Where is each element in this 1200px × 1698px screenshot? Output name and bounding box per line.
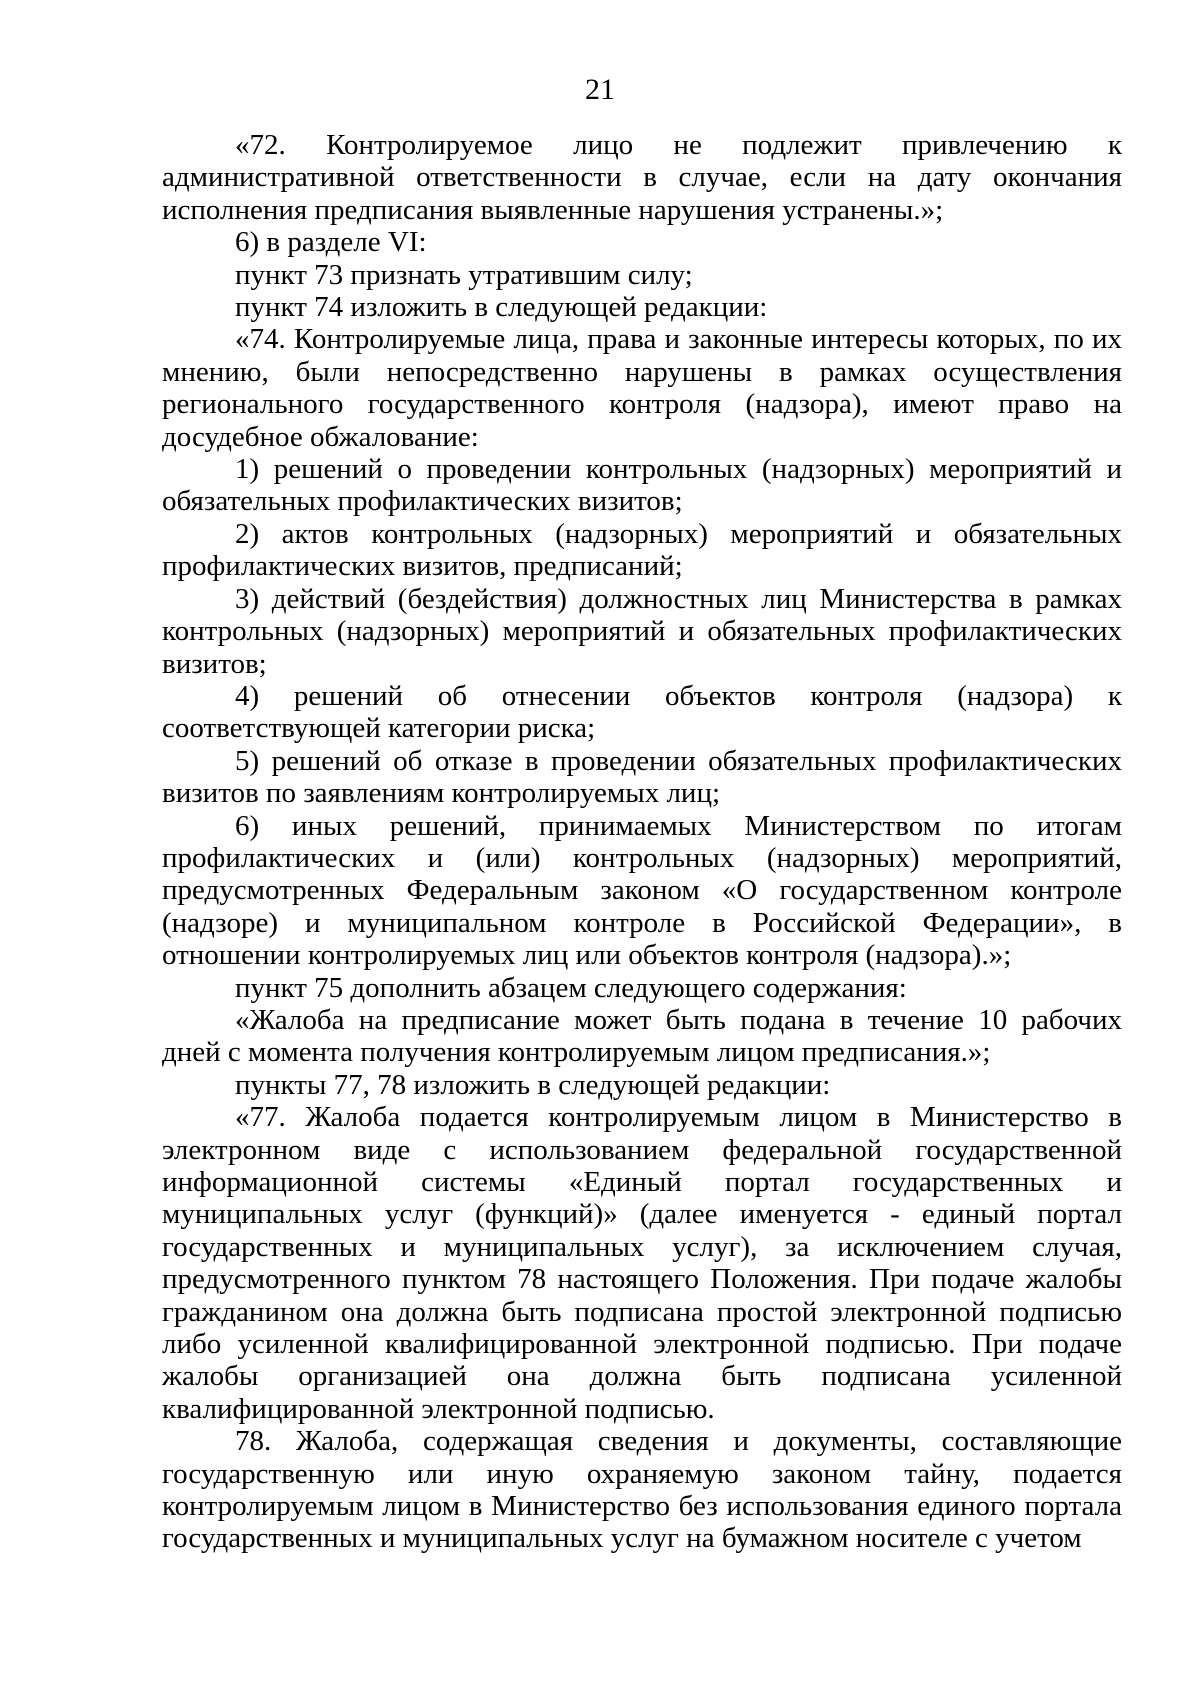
document-body (162, 129, 1122, 1555)
paragraph-item-75-intro: пункт 75 дополнить абзацем следующего содержания: (235, 971, 907, 1004)
paragraph-item-74-intro: пункт 74 изложить в следующей редакции: (235, 291, 768, 324)
paragraph-item-73: пункт 73 признать утратившим силу; (235, 258, 693, 291)
paragraph-77: «77. Жалоба подается контролируемым лицом в Министерство в электронном виде с использованием федеральной государственной информационной системы «Единый портал государственных и муниципальных услуг (функций)» (далее именуется - единый портал государственных и муниципальных услуг), за исключением случая, предусмотренного пунктом 78 настоящего Положения. При подаче жалобы гражданином она должна быть подписана простой электронной подписью либо усиленной квалифицированной электронной подписью. При подаче жалобы организацией она должна быть подписана усиленной квалифицированной электронной подписью. (162, 1101, 1122, 1425)
paragraph-72: «72. Контролируемое лицо не подлежит привлечению к административной ответственности в случае, если на дату окончания исполнения предписания выявленные нарушения устранены.»; (162, 129, 1122, 226)
paragraph-78: 78. Жалоба, содержащая сведения и документы, составляющие государственную или иную охраняемую законом тайну, подается контролируемым лицом в Министерство без использования единого портала государственных и муниципальных услуг на бумажном носителе с учетом (162, 1425, 1122, 1555)
paragraph-items-77-78-intro: пункты 77, 78 изложить в следующей редакции: (235, 1068, 831, 1101)
page-number: 21 (585, 73, 615, 106)
list-item-2: 2) актов контрольных (надзорных) мероприятий и обязательных профилактических визитов, предписаний; (162, 517, 1122, 583)
paragraph-section-6: 6) в разделе VI: (235, 226, 427, 259)
list-item-1: 1) решений о проведении контрольных (надзорных) мероприятий и обязательных профилактических визитов; (162, 453, 1122, 518)
list-item-4: 4) решений об отнесении объектов контроля (надзора) к соответствующей категории риска; (162, 679, 1122, 745)
list-item-5: 5) решений об отказе в проведении обязательных профилактических визитов по заявлениям контролируемых лиц; (162, 744, 1122, 810)
paragraph-complaint-term: «Жалоба на предписание может быть подана в течение 10 рабочих дней с момента получения контролируемым лицом предписания.»; (162, 1003, 1122, 1069)
paragraph-74: «74. Контролируемые лица, права и законные интересы которых, по их мнению, были непосредственно нарушены в рамках осуществления регионального государственного контроля (надзора), имеют право на досудебное обжалование: (162, 323, 1122, 453)
list-item-3: 3) действий (бездействия) должностных лиц Министерства в рамках контрольных (надзорных) мероприятий и обязательных профилактических визитов; (162, 582, 1122, 680)
list-item-6: 6) иных решений, принимаемых Министерством по итогам профилактических и (или) контрольных (надзорных) мероприятий, предусмотренных Федеральным законом «О государственном контроле (надзоре) и муниципальном контроле в Российской Федерации», в отношении контролируемых лиц или объектов контроля (надзора).»; (162, 809, 1122, 972)
